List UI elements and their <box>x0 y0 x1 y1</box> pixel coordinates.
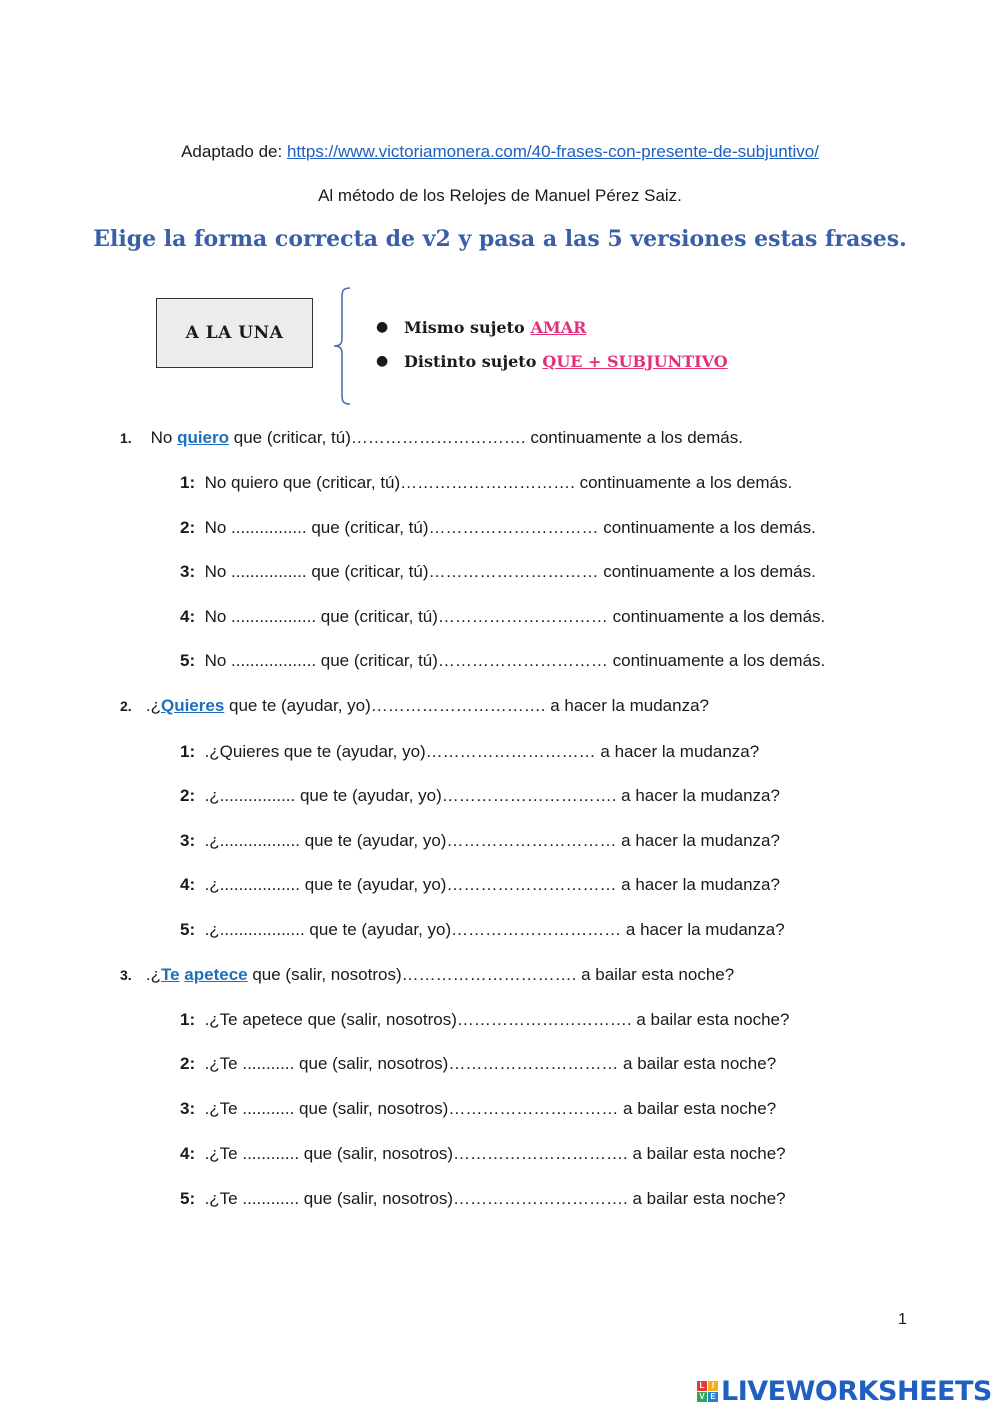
exercise-prefix: .¿ <box>145 965 161 984</box>
source-label: Adaptado de: <box>181 142 283 161</box>
version-text: No .................. que (criticar, tú)………………………… continuamente a los demás. <box>204 651 826 670</box>
version-line <box>180 1144 786 1164</box>
version-text: No .................. que (criticar, tú)………………………… continuamente a los demás. <box>204 607 826 626</box>
version-text: .¿................. que te (ayudar, yo)………………………… a hacer la mudanza? <box>204 831 780 850</box>
exercise-rest: que (criticar, tú)…………………………. continuamente a los demás. <box>233 428 743 447</box>
rule-item-different-subject <box>376 344 728 378</box>
version-line <box>180 742 759 762</box>
version-number: 2: <box>180 786 196 805</box>
version-number: 3: <box>180 1099 196 1118</box>
version-line <box>180 1054 776 1074</box>
exercise-keyword: apetece <box>184 965 248 984</box>
version-text: .¿.................. que te (ayudar, yo)………………………… a hacer la mudanza? <box>204 920 785 939</box>
version-number: 5: <box>180 1189 196 1208</box>
version-number: 2: <box>180 1054 196 1073</box>
clock-label-box <box>156 298 313 368</box>
method-note: Al método de los Relojes de Manuel Pérez Saiz. <box>318 186 682 205</box>
version-line <box>180 1189 786 1209</box>
rule-highlight: QUE + SUBJUNTIVO <box>542 351 728 371</box>
rule-highlight: AMAR <box>530 317 587 337</box>
logo-tile: I <box>708 1381 718 1391</box>
version-number: 1: <box>180 1010 196 1029</box>
version-line <box>180 1099 776 1119</box>
rule-item-same-subject <box>376 310 728 344</box>
version-line <box>180 562 816 582</box>
version-text: No ................ que (criticar, tú)………………………… continuamente a los demás. <box>204 562 816 581</box>
rule-text: Mismo sujeto <box>404 317 525 337</box>
bullet-icon: ● <box>376 353 389 369</box>
version-number: 2: <box>180 518 196 537</box>
logo-tile: V <box>697 1392 707 1402</box>
exercise-number: 1. <box>120 430 132 446</box>
version-line <box>180 1010 789 1030</box>
version-line <box>180 473 792 493</box>
version-number: 5: <box>180 651 196 670</box>
logo-tile: L <box>697 1381 707 1391</box>
version-text: .¿................ que te (ayudar, yo)…………………………. a hacer la mudanza? <box>204 786 780 805</box>
curly-brace-icon <box>332 286 352 406</box>
version-number: 1: <box>180 742 196 761</box>
exercise-rest: que te (ayudar, yo)…………………………. a hacer la mudanza? <box>229 696 709 715</box>
version-number: 1: <box>180 473 196 492</box>
exercise-keyword: quiero <box>177 428 230 447</box>
version-text: .¿Quieres que te (ayudar, yo)………………………… a hacer la mudanza? <box>204 742 760 761</box>
version-text: .¿................. que te (ayudar, yo)………………………… a hacer la mudanza? <box>204 875 780 894</box>
page-title: Elige la forma correcta de v2 y pasa a las 5 versiones estas frases. <box>93 226 907 252</box>
version-text: .¿Te ............ que (salir, nosotros)…………………………. a bailar esta noche? <box>204 1144 786 1163</box>
version-line <box>180 786 780 806</box>
version-line <box>180 651 825 671</box>
version-text: No ................ que (criticar, tú)………………………… continuamente a los demás. <box>204 518 816 537</box>
logo-tile: E <box>708 1392 718 1402</box>
exercise-prefix: No <box>150 428 173 447</box>
rule-text: Distinto sujeto <box>404 351 537 371</box>
version-text: .¿Te ........... que (salir, nosotros)………………………… a bailar esta noche? <box>204 1099 777 1118</box>
clock-label: A LA UNA <box>185 323 284 343</box>
version-line <box>180 831 780 851</box>
exercise-keyword: Quieres <box>160 696 225 715</box>
source-line <box>0 142 1000 162</box>
exercise-keyword: Te <box>160 965 180 984</box>
version-line <box>180 607 825 627</box>
exercise-prefix: .¿ <box>145 696 161 715</box>
version-text: .¿Te ........... que (salir, nosotros)………………………… a bailar esta noche? <box>204 1054 777 1073</box>
exercise-number: 2. <box>120 698 132 714</box>
version-line <box>180 920 785 940</box>
exercise-rest: que (salir, nosotros)…………………………. a bailar esta noche? <box>252 965 735 984</box>
version-text: .¿Te ............ que (salir, nosotros)…………………………. a bailar esta noche? <box>204 1189 786 1208</box>
version-number: 5: <box>180 920 196 939</box>
version-number: 4: <box>180 1144 196 1163</box>
exercise-3 <box>120 965 734 985</box>
version-number: 3: <box>180 562 196 581</box>
brand-name: LIVEWORKSHEETS <box>721 1376 992 1407</box>
version-text: .¿Te apetece que (salir, nosotros)…………………………. a bailar esta noche? <box>204 1010 790 1029</box>
version-number: 4: <box>180 875 196 894</box>
page-number: 1 <box>898 1311 907 1328</box>
liveworksheets-logo-icon <box>697 1381 718 1402</box>
exercise-1 <box>120 428 743 448</box>
rule-list <box>376 310 728 378</box>
version-number: 3: <box>180 831 196 850</box>
exercise-2 <box>120 696 709 716</box>
bullet-icon: ● <box>376 319 389 335</box>
liveworksheets-logo[interactable] <box>697 1376 992 1407</box>
source-link[interactable]: https://www.victoriamonera.com/40-frases-con-presente-de-subjuntivo/ <box>286 142 819 161</box>
exercise-number: 3. <box>120 967 132 983</box>
version-line <box>180 875 780 895</box>
version-line <box>180 518 816 538</box>
version-text: No quiero que (criticar, tú)…………………………. continuamente a los demás. <box>204 473 793 492</box>
version-number: 4: <box>180 607 196 626</box>
